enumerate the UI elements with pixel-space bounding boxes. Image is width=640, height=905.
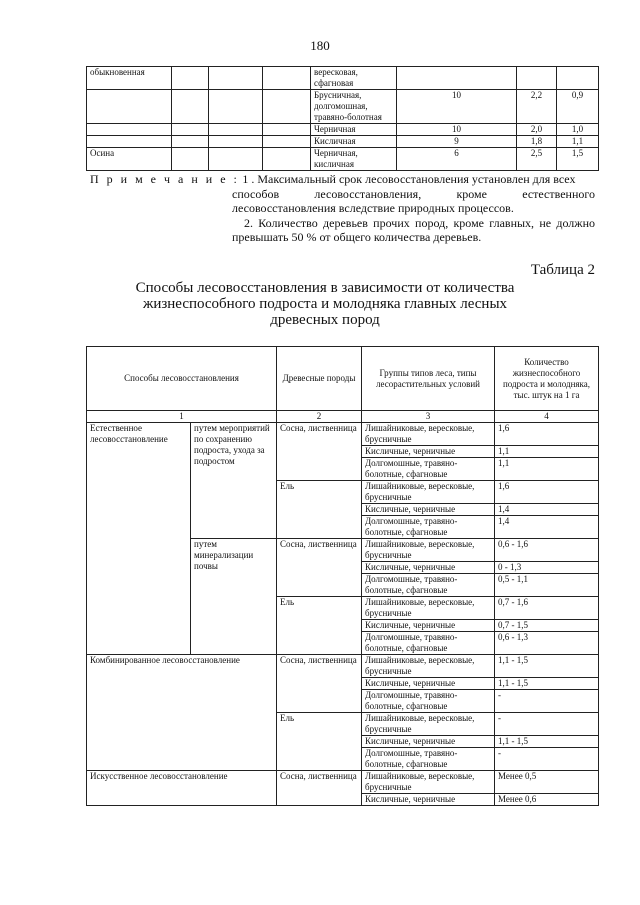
species-cell: обыкновенная <box>87 67 172 90</box>
species-pine: Сосна, лиственница <box>277 539 362 597</box>
species-spruce: Ель <box>277 713 362 771</box>
value-cell: 0,7 - 1,6 <box>495 597 599 620</box>
forest-type-cell: Кисличные, черничные <box>362 562 495 574</box>
table-2-label: Таблица 2 <box>530 262 595 278</box>
species-spruce: Ель <box>277 597 362 655</box>
value-cell: Менее 0,5 <box>495 771 599 794</box>
forest-type-cell: Кисличные, черничные <box>362 504 495 516</box>
forest-type-cell: Долгомошные, травяно-болотные, сфагновые <box>362 458 495 481</box>
forest-type-cell: Лишайниковые, вересковые, брусничные <box>362 597 495 620</box>
value-cell: 0,6 - 1,3 <box>495 632 599 655</box>
value-cell: 10 <box>397 90 517 124</box>
note-item-2: 2. Количество деревьев прочих пород, кроме главных, не должно превышать 50 % от общего количества деревьев. <box>232 216 595 244</box>
forest-type-cell: Долгомошные, травяно-болотные, сфагновые <box>362 516 495 539</box>
value-cell: 1,4 <box>495 516 599 539</box>
forest-type-cell: Лишайниковые, вересковые, брусничные <box>362 539 495 562</box>
method-sub-1: путем мероприятий по сохранению подроста, ухода за подростом <box>191 423 277 539</box>
table-2 <box>86 346 599 806</box>
forest-type-cell: Долгомошные, травяно-болотные, сфагновые <box>362 690 495 713</box>
column-number: 4 <box>495 411 599 423</box>
species-cell: Осина <box>87 148 172 171</box>
forest-type-cell: Долгомошные, травяно-болотные, сфагновые <box>362 632 495 655</box>
table-row <box>87 67 599 90</box>
forest-type-cell: Лишайниковые, вересковые, брусничные <box>362 771 495 794</box>
table-row <box>87 423 599 446</box>
species-spruce: Ель <box>277 481 362 539</box>
note-item-1-rest: способов лесовосстановления, кроме естественного лесовосстановления вследствие природных процессов. <box>232 187 595 215</box>
forest-type-cell: Кисличные, черничные <box>362 446 495 458</box>
value-cell: 9 <box>397 136 517 148</box>
value-cell: 1,1 <box>495 458 599 481</box>
method-combined: Комбинированное лесовосстановление <box>87 655 277 771</box>
value-cell: - <box>495 690 599 713</box>
table-row <box>87 90 599 124</box>
table-row <box>87 655 599 678</box>
forest-type-cell: Лишайниковые, вересковые, брусничные <box>362 423 495 446</box>
value-cell: 2,2 <box>517 90 557 124</box>
value-cell: 1,1 - 1,5 <box>495 736 599 748</box>
note-item-1-start: 1 . Максимальный срок лесовосстановления установлен для всех <box>242 172 576 186</box>
table-1-continuation <box>86 66 599 171</box>
forest-type-cell: Брусничная, долгомошная, травяно-болотная <box>311 90 397 124</box>
table-2-title: Способы лесовосстановления в зависимости от количества жизнеспособного подроста и молодняка главных лесных древесных пород <box>135 280 515 328</box>
forest-type-cell: Кисличные, черничные <box>362 620 495 632</box>
value-cell: 1,1 <box>495 446 599 458</box>
column-number: 2 <box>277 411 362 423</box>
forest-type-cell: Кисличная <box>311 136 397 148</box>
value-cell: 1,6 <box>495 423 599 446</box>
note-label: П р и м е ч а н и е : <box>90 172 240 186</box>
method-sub-2: путем минерализации почвы <box>191 539 277 655</box>
value-cell: 1,0 <box>557 124 599 136</box>
table-row <box>87 136 599 148</box>
column-number: 3 <box>362 411 495 423</box>
forest-type-cell: Кисличные, черничные <box>362 736 495 748</box>
table-row <box>87 124 599 136</box>
value-cell: 0,7 - 1,5 <box>495 620 599 632</box>
value-cell: 2,5 <box>517 148 557 171</box>
value-cell: 0,9 <box>557 90 599 124</box>
value-cell: Менее 0,6 <box>495 794 599 806</box>
forest-type-cell: Лишайниковые, вересковые, брусничные <box>362 481 495 504</box>
forest-type-cell: вересковая, сфагновая <box>311 67 397 90</box>
header-amount: Количество жизнеспособного подроста и молодняка, тыс. штук на 1 га <box>495 347 599 411</box>
value-cell: 0,6 - 1,6 <box>495 539 599 562</box>
table-row <box>87 771 599 794</box>
table-header-row <box>87 347 599 411</box>
value-cell: - <box>495 713 599 736</box>
header-species: Древесные породы <box>277 347 362 411</box>
note-line-1 <box>90 172 595 186</box>
value-cell: 1,6 <box>495 481 599 504</box>
species-pine: Сосна, лиственница <box>277 771 362 806</box>
header-methods: Способы лесовосстановления <box>87 347 277 411</box>
value-cell: 6 <box>397 148 517 171</box>
value-cell: 1,1 <box>557 136 599 148</box>
forest-type-cell: Лишайниковые, вересковые, брусничные <box>362 713 495 736</box>
value-cell: 2,0 <box>517 124 557 136</box>
value-cell: 10 <box>397 124 517 136</box>
value-cell: 0,5 - 1,1 <box>495 574 599 597</box>
forest-type-cell: Черничная <box>311 124 397 136</box>
value-cell: 1,1 - 1,5 <box>495 678 599 690</box>
forest-type-cell: Лишайниковые, вересковые, брусничные <box>362 655 495 678</box>
value-cell: 1,4 <box>495 504 599 516</box>
value-cell: 1,1 - 1,5 <box>495 655 599 678</box>
page-number: 180 <box>310 38 330 53</box>
species-pine: Сосна, лиственница <box>277 655 362 713</box>
value-cell: 0 - 1,3 <box>495 562 599 574</box>
table-row <box>87 148 599 171</box>
species-pine: Сосна, лиственница <box>277 423 362 481</box>
column-number-row <box>87 411 599 423</box>
column-number: 1 <box>87 411 277 423</box>
value-cell: 1,8 <box>517 136 557 148</box>
forest-type-cell: Кисличные, черничные <box>362 678 495 690</box>
header-groups: Группы типов леса, типы лесорастительных условий <box>362 347 495 411</box>
forest-type-cell: Долгомошные, травяно-болотные, сфагновые <box>362 748 495 771</box>
method-natural: Естественное лесовосстановление <box>87 423 191 655</box>
value-cell: - <box>495 748 599 771</box>
forest-type-cell: Черничная, кисличная <box>311 148 397 171</box>
value-cell: 1,5 <box>557 148 599 171</box>
forest-type-cell: Кисличные, черничные <box>362 794 495 806</box>
forest-type-cell: Долгомошные, травяно-болотные, сфагновые <box>362 574 495 597</box>
method-artificial: Искусственное лесовосстановление <box>87 771 277 806</box>
